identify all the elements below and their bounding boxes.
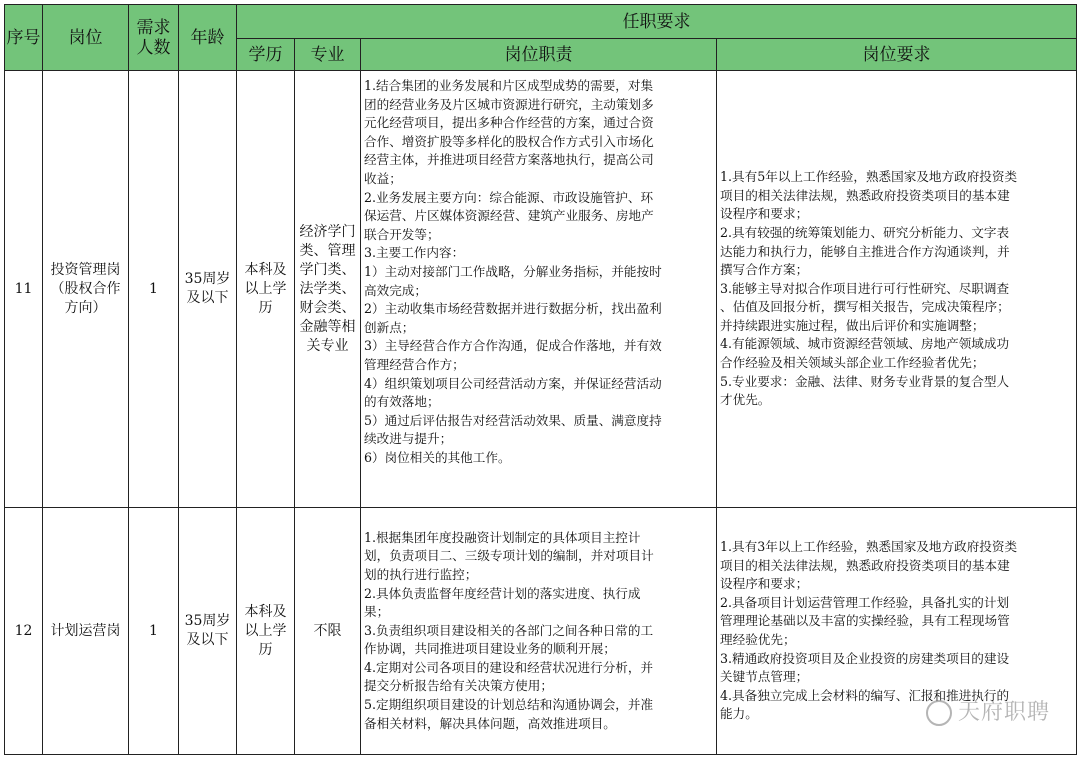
header-major: 专业 [295,39,361,71]
header-age: 年龄 [179,5,237,71]
duty-line: 6）岗位相关的其他工作。 [364,449,511,465]
row-major: 经济学门类、管理学门类、法学类、财会类、金融等相关专业 [295,71,361,508]
qualification-line: 2.具有较强的统筹策划能力、研究分析能力、文字表 [720,224,1010,240]
duty-line: 2）主动收集市场经营数据并进行数据分析，找出盈利 [364,301,662,317]
duty-line: 收益； [364,170,402,186]
qualification-line: 1.具有3年以上工作经验，熟悉国家及地方政府投资类 [720,539,1018,555]
duty-line: 3.主要工作内容： [364,245,465,261]
qualification-line: 并持续跟进实施过程，做出后评价和实施调整； [720,317,985,333]
header-qualifications: 岗位要求 [717,39,1077,71]
row-seq: 12 [5,508,43,755]
duty-line: 1.根据集团年度投融资计划制定的具体项目主控计 [364,529,641,545]
qualification-line: 5.专业要求：金融、法律、财务专业背景的复合型人 [720,373,1010,389]
duty-line: 备相关材料，解决具体问题，高效推进项目。 [364,715,616,731]
qualification-line: 、估值及回报分析，撰写相关报告，完成决策程序； [720,299,1010,315]
duty-line: 2.具体负责监督年度经营计划的落实进度、执行成 [364,585,641,601]
table-row [5,508,1077,755]
qualification-line: 项目的相关法律法规，熟悉政府投资类项目的基本建 [720,187,1010,203]
header-headcount: 需求人数 [129,5,179,71]
duty-line: 2.业务发展主要方向：综合能源、市政设施管护、环 [364,189,654,205]
row-major: 不限 [295,508,361,755]
row-position: 计划运营岗 [43,508,129,755]
header-duties: 岗位职责 [361,39,717,71]
duty-line: 划的执行进行监控； [364,566,478,582]
qualification-line: 3.精通政府投资项目及企业投资的房建类项目的建设 [720,650,1010,666]
qualification-line: 理经验优先； [720,632,796,647]
row-age: 35周岁及以下 [179,71,237,508]
duty-line: 合作、增资扩股等多样化的股权合作方式引入市场化 [364,133,654,149]
duty-line: 管理经营合作方； [364,356,465,372]
row-headcount: 1 [129,71,179,508]
header-requirements: 任职要求 [237,5,1077,39]
row-education: 本科及以上学历 [237,508,295,755]
qualification-line: 1.具有5年以上工作经验，熟悉国家及地方政府投资类 [720,169,1018,185]
row-education: 本科及以上学历 [237,71,295,508]
duty-line: 3）主导经营合作方合作沟通，促成合作落地，并有效 [364,338,662,354]
duty-line: 果； [364,604,390,620]
qualification-line: 4.有能源领域、城市资源经营领域、房地产领域成功 [720,336,1010,352]
qualification-line: 设程序和要求； [720,576,809,592]
duty-line: 1）主动对接部门工作战略，分解业务指标，并能按时 [364,263,662,279]
qualification-line: 管理理论基础以及丰富的实操经验，具有工程现场管 [720,613,1010,629]
header-seq: 序号 [5,5,43,71]
duty-line: 元化经营项目，提出多种合作经营的方案，通过合资 [364,115,654,131]
duty-line: 4.定期对公司各项目的建设和经营状况进行分析，并 [364,659,654,675]
duty-line: 1.结合集团的业务发展和片区成型成势的需要，对集 [364,78,654,93]
duty-line: 经营主体，并推进项目经营方案落地执行，提高公司 [364,152,654,168]
qualification-line: 4.具备独立完成上会材料的编写、汇报和推进执行的 [720,687,1010,703]
qualification-line: 达能力和执行力，能够自主推进合作方沟通谈判，并 [720,243,1010,259]
duty-line: 5）通过后评估报告对经营活动效果、质量、满意度持 [364,412,662,428]
row-duties [361,508,717,755]
duty-line: 保运营、片区媒体资源经营、建筑产业服务、房地产 [364,208,654,224]
qualification-line: 能力。 [720,706,758,722]
duty-line: 4）组织策划项目公司经营活动方案，并保证经营活动 [364,375,662,391]
qualification-line: 设程序和要求； [720,206,809,222]
duty-line: 团的经营业务及片区城市资源进行研究，主动策划多 [364,96,654,112]
header-education: 学历 [237,39,295,71]
qualification-line: 3.能够主导对拟合作项目进行可行性研究、尽职调查 [720,280,1010,296]
qualification-line: 合作经验及相关领域头部企业工作经验者优先； [720,355,985,371]
job-table [4,4,1077,755]
row-age: 35周岁及以下 [179,508,237,755]
watermark-text: 天府职聘 [957,700,1050,725]
row-position: 投资管理岗（股权合作方向） [43,71,129,508]
row-qualifications [717,71,1077,508]
qualification-line: 撰写合作方案； [720,262,809,278]
duty-line: 的有效落地； [364,394,440,410]
duty-line: 3.负责组织项目建设相关的各部门之间各种日常的工 [364,622,654,638]
row-seq: 11 [5,71,43,508]
duty-line: 创新点； [364,319,415,335]
table-row [5,71,1077,508]
qualification-line: 关键节点管理； [720,669,809,685]
duty-line: 联合开发等； [364,226,440,242]
qualification-line: 2.具备项目计划运营管理工作经验，具备扎实的计划 [720,594,1010,610]
qualification-line: 才优先。 [720,392,771,408]
row-duties [361,71,717,508]
qualification-line: 项目的相关法律法规，熟悉政府投资类项目的基本建 [720,557,1010,573]
duty-line: 高效完成； [364,282,427,298]
wechat-logo-icon [926,700,952,726]
duty-line: 划，负责项目二、三级专项计划的编制，并对项目计 [364,548,654,564]
row-headcount: 1 [129,508,179,755]
duty-line: 作协调，共同推进项目建设业务的顺利开展； [364,641,616,657]
duty-line: 续改进与提升； [364,431,453,447]
duty-line: 5.定期组织项目建设的计划总结和沟通协调会，并准 [364,697,654,713]
duty-line: 提交分析报告给有关决策方使用； [364,678,553,694]
watermark [926,695,1050,726]
header-position: 岗位 [43,5,129,71]
